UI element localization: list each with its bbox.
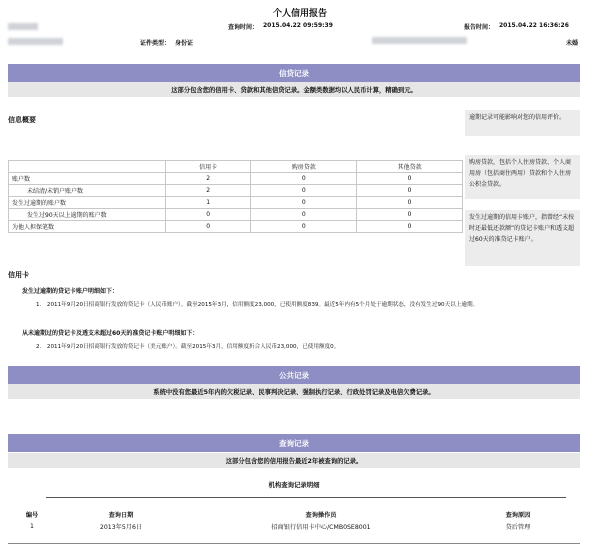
redacted-id-number <box>372 37 467 44</box>
query-date: 2013年5月6日 <box>99 523 143 531</box>
bottom-divider <box>8 543 580 544</box>
cell-value: 0 <box>357 185 463 197</box>
table-header-row <box>9 161 463 173</box>
table-row <box>9 197 463 209</box>
id-type: 身份证 <box>175 40 194 47</box>
query-detail-title: 机构查询记录明细 <box>268 481 320 489</box>
query-table <box>8 508 580 532</box>
note-mortgage: 购房贷款，包括个人住房贷款、个人商用房（包括商住两用）贷款和个人住房公积金贷款。 <box>465 155 580 199</box>
row-label: 未结清/未销户账户数 <box>9 185 166 197</box>
table-row <box>9 221 463 233</box>
divider <box>46 497 566 498</box>
cell-value: 0 <box>251 173 357 185</box>
query-operator: 招商银行信用卡中心/CMB0SE8001 <box>271 523 371 531</box>
query-table-header <box>8 508 580 520</box>
marital-status: 未婚 <box>566 40 579 47</box>
note-overdue: 逾期记录可能影响对您的信用评价。 <box>465 110 580 136</box>
cell-value: 0 <box>251 209 357 221</box>
redacted-report-number <box>8 38 63 45</box>
report-time-label: 报告时间： <box>464 24 495 31</box>
table-row <box>8 520 580 532</box>
query-reason: 贷后管理 <box>505 523 531 531</box>
query-col-no: 编号 <box>25 511 39 519</box>
cell-value: 0 <box>357 209 463 221</box>
query-time: 2015.04.22 09:59:39 <box>263 22 333 29</box>
cell-value: 0 <box>251 221 357 233</box>
normal-heading: 从未逾期过的贷记卡及透支未超过60天的准贷记卡账户明细如下： <box>22 330 199 337</box>
id-type-label: 证件类型： <box>140 40 171 47</box>
public-section-subtitle: 系统中没有您最近5年内的欠税记录、民事判决记录、强制执行记录、行政处罚记录及电信欠费记录。 <box>8 384 580 399</box>
table-header-cell: 信用卡 <box>166 161 251 173</box>
cell-value: 0 <box>251 197 357 209</box>
cell-value: 2 <box>166 185 251 197</box>
overdue-item: 1. 2011年9月20日招商银行发放的贷记卡（人民币账户）。截至2015年3月，信用额度23,000，已使用额度839。最近5年内有5个月处于逾期状态，没有发生过90天以上逾期。 <box>36 302 479 308</box>
query-no: 1 <box>30 522 34 530</box>
query-section-subtitle: 这部分包含您的信用报告最近2年被查询的记录。 <box>8 453 580 468</box>
cell-value: 0 <box>166 209 251 221</box>
report-title: 个人信用报告 <box>272 9 327 19</box>
normal-item: 2. 2011年9月20日招商银行发放的贷记卡（美元账户）。截至2015年3月，信用额度折合人民币23,000，已使用额度0。 <box>36 344 340 350</box>
table-row <box>9 209 463 221</box>
query-col-date: 查询日期 <box>108 511 134 519</box>
table-row <box>9 173 463 185</box>
row-label: 账户数 <box>9 173 166 185</box>
overdue-heading: 发生过逾期的贷记卡账户明细如下： <box>22 288 119 295</box>
table-row <box>9 185 463 197</box>
cell-value: 1 <box>166 197 251 209</box>
credit-card-title: 信用卡 <box>8 271 29 279</box>
cell-value: 0 <box>357 197 463 209</box>
cell-value: 0 <box>166 221 251 233</box>
query-section-bar: 查询记录 <box>8 434 580 452</box>
row-label: 发生过90天以上逾期的账户数 <box>9 209 166 221</box>
query-time-label: 查询时间： <box>228 24 259 31</box>
credit-section-subtitle: 这部分包含您的信用卡、贷款和其他信贷记录。金额类数据均以人民币计算，精确到元。 <box>8 82 580 97</box>
redacted-name <box>8 23 38 30</box>
credit-section-bar: 信贷记录 <box>8 64 580 82</box>
overview-title: 信息概要 <box>8 116 36 124</box>
overview-table <box>8 160 463 233</box>
table-header-cell <box>9 161 166 173</box>
table-header-cell: 购房贷款 <box>251 161 357 173</box>
cell-value: 0 <box>357 173 463 185</box>
note-overdue-cards: 发生过逾期的信用卡账户，指曾经“未按时还最低还款额”的贷记卡账户和透支超过60天的准贷记卡账户。 <box>465 210 580 266</box>
report-time: 2015.04.22 16:36:26 <box>499 22 569 29</box>
cell-value: 0 <box>357 221 463 233</box>
cell-value: 0 <box>251 185 357 197</box>
query-col-reason: 查询原因 <box>505 511 531 519</box>
query-col-operator: 查询操作员 <box>305 511 337 519</box>
row-label: 发生过逾期的账户数 <box>9 197 166 209</box>
row-label: 为他人担保笔数 <box>9 221 166 233</box>
public-section-bar: 公共记录 <box>8 366 580 384</box>
cell-value: 2 <box>166 173 251 185</box>
table-header-cell: 其他贷款 <box>357 161 463 173</box>
